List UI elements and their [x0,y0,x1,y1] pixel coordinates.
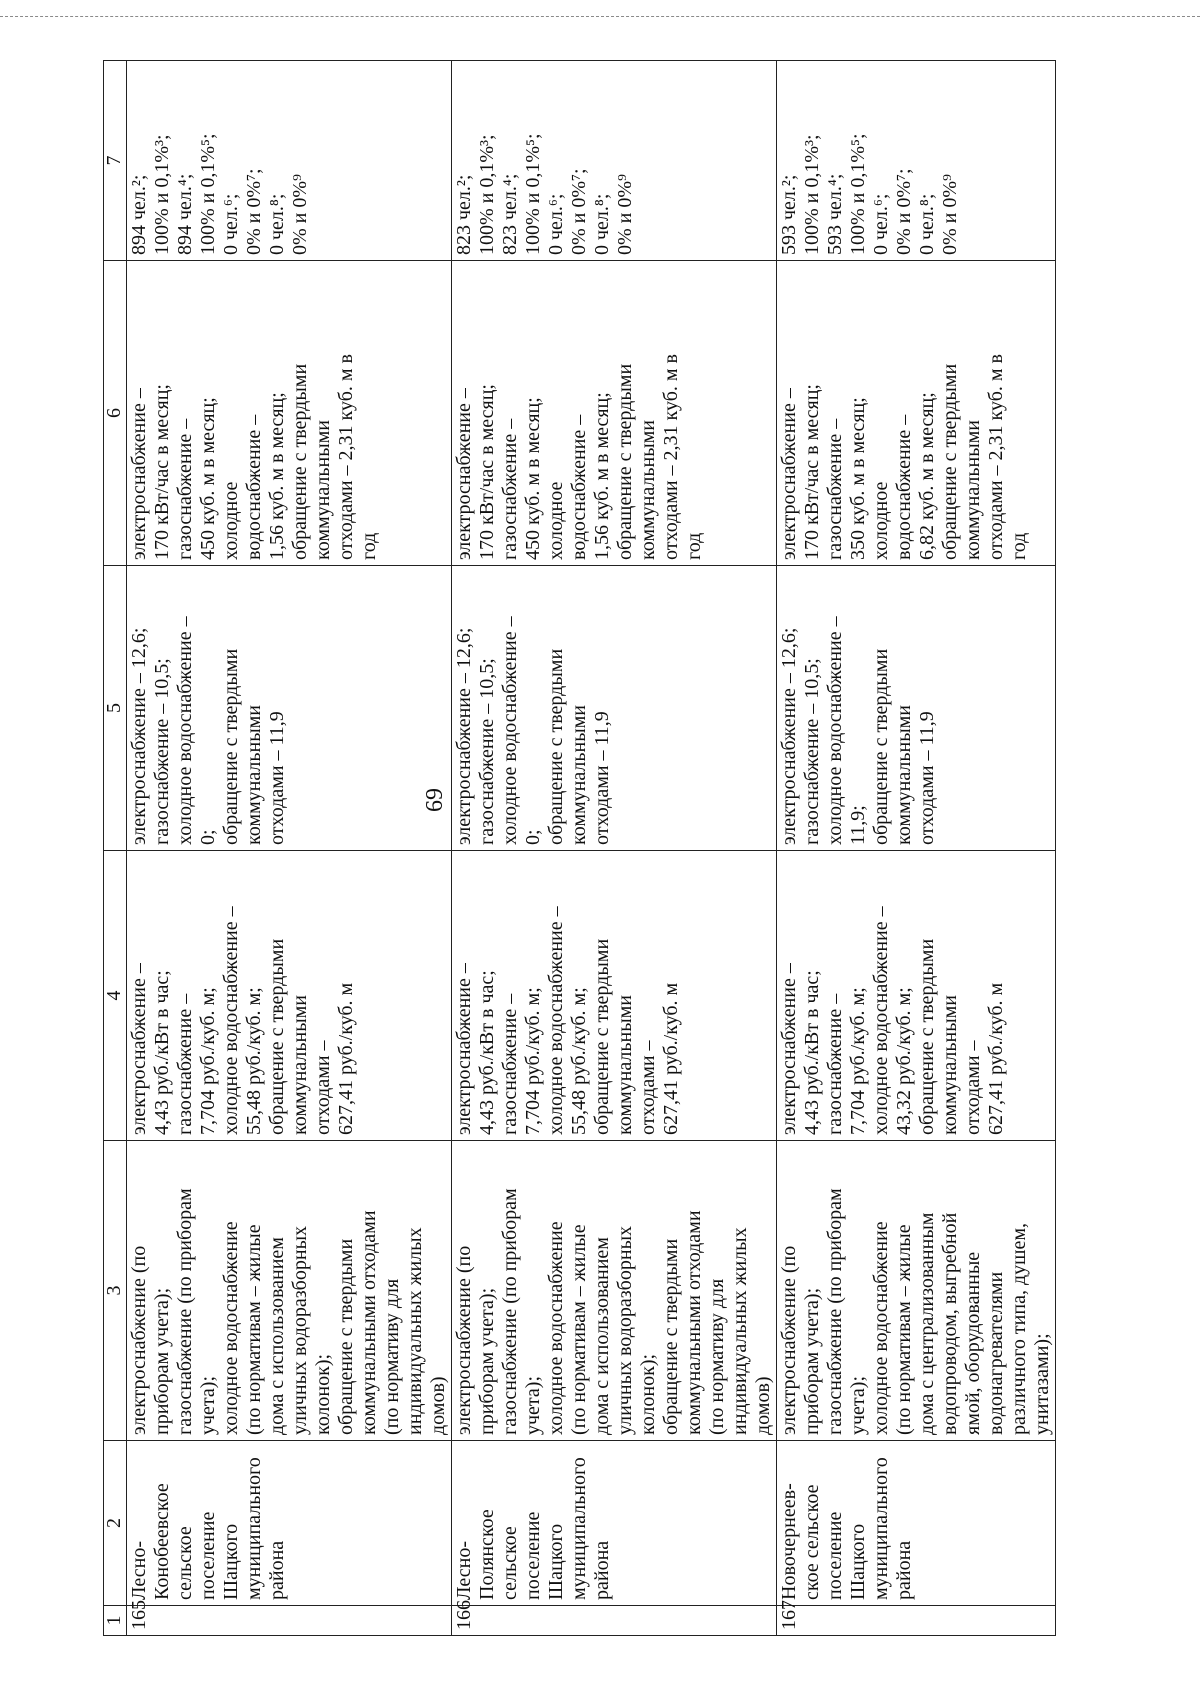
table-row [452,61,777,1636]
cell-line: района [266,1540,288,1600]
cell-line: 0% и 0%⁷; [568,168,590,255]
cell-line: холодное водоснабжение – [174,616,196,845]
cell-line: электроснабжение – [128,963,150,1135]
cell-line: газоснабжение (по приборам [824,1188,846,1435]
tariffs-cell [127,851,452,1141]
cell-line: отходами – 2,31 куб. м в [335,354,357,560]
table-row [127,61,452,1636]
cell-line: (по нормативам – жилые [568,1224,590,1435]
cell-line: 7,704 руб./куб. м; [522,987,544,1135]
cell-line: поселение [522,1511,544,1600]
population-cell [127,61,452,261]
cell-line: 450 куб. м в месяц; [522,397,544,560]
cell-line: 0; [197,829,219,845]
column-header: 3 [104,1141,127,1441]
cell-line: холодное водоснабжение [870,1221,892,1435]
cell-line: год [1008,532,1030,560]
cell-line: холодное водоснабжение – [220,906,242,1135]
cell-line: газоснабжение – [499,993,521,1135]
settlement-cell [127,1441,452,1606]
cell-line: коммунальными [289,995,311,1135]
cell-line: 0 чел.⁸; [266,193,288,255]
cell-line: (по нормативу для [381,1278,403,1435]
cell-line: 0 чел.⁶; [870,193,892,255]
cell-line: 0 чел.⁶; [220,193,242,255]
cell-line: холодное водоснабжение – [870,906,892,1135]
cell-line: отходами – 2,31 куб. м в [660,354,682,560]
cell-line: электроснабжение (по [128,1245,150,1435]
cell-line: газоснабжение – 10,5; [801,658,823,845]
cell-line: газоснабжение – [174,993,196,1135]
cell-line: обращение с твердыми [289,363,311,560]
tariffs-cell [777,851,1056,1141]
cell-line: 0 чел.⁸; [916,193,938,255]
cell-line: обращение с твердыми [939,363,961,560]
cell-line: муниципального [870,1457,892,1600]
cell-line: обращение с твердыми [614,363,636,560]
cell-line: коммунальными [893,705,915,845]
cell-line: газоснабжение (по приборам [174,1188,196,1435]
cell-line: 1,56 куб. м в месяц; [266,392,288,560]
cell-line: отходами – [312,1040,334,1135]
cell-line: холодное водоснабжение – [824,616,846,845]
population-cell [452,61,777,261]
cell-line: водопроводом, выгребной [939,1212,961,1435]
cell-line: год [358,532,380,560]
cell-line: поселение [824,1511,846,1600]
cell-line: Новочернеев- [778,1483,800,1600]
cell-line: водоснабжение – [893,414,915,560]
cell-line: индивидуальных жилых [404,1227,426,1435]
table-row [777,61,1056,1636]
cell-line: Шацкого [847,1523,869,1600]
data-table [103,60,1056,1636]
cell-line: 894 чел.²; [128,174,150,255]
cell-line: 55,48 руб./куб. м; [243,987,265,1135]
cell-line: отходами – [637,1040,659,1135]
cell-line: электроснабжение – [778,963,800,1135]
cell-line: Лесно- [453,1540,475,1600]
cell-line: 0% и 0%⁹ [939,174,961,255]
cell-line: Конобеевское [151,1483,173,1600]
cell-line: сельское [499,1526,521,1600]
cell-line: отходами – 11,9 [266,711,288,845]
cell-line: электроснабжение – 12,6; [453,627,475,845]
cell-line: 4,43 руб./кВт в час; [476,970,498,1135]
cell-line: обращение с твердыми [220,648,242,845]
volumes-cell [777,261,1056,566]
cell-line: обращение с твердыми [916,938,938,1135]
population-cell [777,61,1056,261]
column-header: 1 [104,1606,127,1636]
cell-line: 43,32 руб./куб. м; [893,987,915,1135]
cell-line: 170 кВт/час в месяц; [151,384,173,560]
services-cell [777,1141,1056,1441]
cell-line: (по нормативу для [706,1278,728,1435]
cell-line: водоснабжение – [568,414,590,560]
settlement-cell [452,1441,777,1606]
cell-line: Шацкого [545,1523,567,1600]
cell-line: дома с использованием [591,1237,613,1435]
cell-line: водоснабжение – [243,414,265,560]
cell-line: холодное водоснабжение – [545,906,567,1135]
column-header: 7 [104,61,127,261]
column-header: 5 [104,566,127,851]
cell-line: обращение с твердыми [266,938,288,1135]
rotated-table-frame [103,61,1053,1636]
volumes-cell [452,261,777,566]
column-header: 6 [104,261,127,566]
cell-line: 894 чел.⁴; [174,173,196,255]
indices-cell [777,566,1056,851]
cell-line: холодное [545,481,567,560]
cell-line: 0; [522,829,544,845]
cell-line: 0 чел.⁸; [591,193,613,255]
cell-line: приборам учета); [151,1287,173,1435]
cell-line: учета); [522,1375,544,1435]
cell-line: колонок); [312,1353,334,1435]
row-number-cell: 166 [452,1606,777,1636]
cell-line: газоснабжение – [499,418,521,560]
cell-line: (по нормативам – жилые [893,1224,915,1435]
indices-cell [127,566,452,851]
cell-line: 100% и 0,1%⁵; [522,133,544,255]
cell-line: электроснабжение – [453,388,475,560]
cell-line: домов) [752,1376,774,1435]
cell-line: муниципального [243,1457,265,1600]
cell-line: учета); [197,1375,219,1435]
cell-line: 6,82 куб. м в месяц; [916,392,938,560]
cell-line: 7,704 руб./куб. м; [847,987,869,1135]
cell-line: муниципального [568,1457,590,1600]
cell-line: холодное водоснабжение [220,1221,242,1435]
cell-line: 627,41 руб./куб. м [660,982,682,1135]
cell-line: коммунальными [962,420,984,560]
cell-line: 100% и 0,1%⁵; [197,133,219,255]
cell-line: 593 чел.²; [778,174,800,255]
cell-line: газоснабжение – [824,418,846,560]
cell-line: 0% и 0%⁹ [614,174,636,255]
cell-line: коммунальными [939,995,961,1135]
cell-line: района [591,1540,613,1600]
cell-line: 823 чел.²; [453,174,475,255]
cell-line: отходами – [962,1040,984,1135]
cell-line: холодное водоснабжение [545,1221,567,1435]
cell-line: обращение с твердыми [660,1238,682,1435]
cell-line: 1,56 куб. м в месяц; [591,392,613,560]
cell-line: дома с централизованным [916,1212,938,1435]
header-row [104,61,127,1636]
cell-line: различного типа, душем, [1008,1222,1030,1435]
cell-line: электроснабжение – [453,963,475,1135]
cell-line: приборам учета); [476,1287,498,1435]
cell-line: 0% и 0%⁷; [243,168,265,255]
cell-line: домов) [427,1376,449,1435]
cell-line: отходами – 11,9 [591,711,613,845]
cell-line: обращение с твердыми [591,938,613,1135]
cell-line: 55,48 руб./куб. м; [568,987,590,1135]
cell-line: холодное [870,481,892,560]
cell-line: ямой, оборудованные [962,1251,984,1435]
cell-line: водонагревателями [985,1271,1007,1435]
table-container [103,61,1053,1636]
column-header: 2 [104,1441,127,1606]
cell-line: Шацкого [220,1523,242,1600]
cell-line: газоснабжение (по приборам [499,1188,521,1435]
cell-line: дома с использованием [266,1237,288,1435]
row-number-cell: 165 [127,1606,452,1636]
cell-line: учета); [847,1375,869,1435]
cell-line: уличных водоразборных [614,1225,636,1435]
cell-line: коммунальными [243,705,265,845]
cell-line: сельское [174,1526,196,1600]
cell-line: приборам учета); [801,1287,823,1435]
table-body [127,61,1056,1636]
cell-line: 0% и 0%⁷; [893,168,915,255]
cell-line: электроснабжение – [128,388,150,560]
cell-line: обращение с твердыми [335,1238,357,1435]
cell-line: (по нормативам – жилые [243,1224,265,1435]
cell-line: электроснабжение – 12,6; [778,627,800,845]
cell-line: 170 кВт/час в месяц; [476,384,498,560]
cell-line: уличных водоразборных [289,1225,311,1435]
cell-line: 100% и 0,1%³; [801,134,823,255]
cell-line: электроснабжение – [778,388,800,560]
indices-cell [452,566,777,851]
cell-line: газоснабжение – 10,5; [151,658,173,845]
cell-line: поселение [197,1511,219,1600]
cell-line: 450 куб. м в месяц; [197,397,219,560]
cell-line: Полянское [476,1509,498,1600]
cell-line: 7,704 руб./куб. м; [197,987,219,1135]
cell-line: коммунальными [637,420,659,560]
cell-line: 0 чел.⁶; [545,193,567,255]
row-number-cell: 167 [777,1606,1056,1636]
cell-line: 11,9; [847,805,869,845]
cell-line: электроснабжение (по [453,1245,475,1435]
cell-line: района [893,1540,915,1600]
services-cell [127,1141,452,1441]
cell-line: год [683,532,705,560]
cell-line: 4,43 руб./кВт в час; [151,970,173,1135]
cell-line: индивидуальных жилых [729,1227,751,1435]
cell-line: унитазами); [1031,1333,1053,1435]
cell-line: газоснабжение – [174,418,196,560]
cell-line: 350 куб. м в месяц; [847,397,869,560]
cell-line: 4,43 руб./кВт в час; [801,970,823,1135]
cell-line: 100% и 0,1%⁵; [847,133,869,255]
cell-line: 100% и 0,1%³; [151,134,173,255]
services-cell [452,1141,777,1441]
cell-line: газоснабжение – 10,5; [476,658,498,845]
cell-line: коммунальными отходами [358,1210,380,1435]
cell-line: коммунальными [312,420,334,560]
cell-line: холодное [220,481,242,560]
cell-line: обращение с твердыми [545,648,567,845]
cell-line: электроснабжение (по [778,1245,800,1435]
scan-edge-line [0,16,1200,17]
tariffs-cell [452,851,777,1141]
cell-line: ское сельское [801,1484,823,1600]
cell-line: 593 чел.⁴; [824,173,846,255]
settlement-cell [777,1441,1056,1606]
cell-line: коммунальными [568,705,590,845]
cell-line: холодное водоснабжение – [499,616,521,845]
cell-line: 627,41 руб./куб. м [985,982,1007,1135]
cell-line: отходами – 2,31 куб. м в [985,354,1007,560]
cell-line: электроснабжение – 12,6; [128,627,150,845]
cell-line: отходами – 11,9 [916,711,938,845]
cell-line: газоснабжение – [824,993,846,1135]
cell-line: 100% и 0,1%³; [476,134,498,255]
cell-line: колонок); [637,1353,659,1435]
page-number: 69 [422,788,448,812]
cell-line: 627,41 руб./куб. м [335,982,357,1135]
column-header: 4 [104,851,127,1141]
cell-line: обращение с твердыми [870,648,892,845]
cell-line: Лесно- [128,1540,150,1600]
cell-line: коммунальными [614,995,636,1135]
volumes-cell [127,261,452,566]
cell-line: коммунальными отходами [683,1210,705,1435]
cell-line: 823 чел.⁴; [499,173,521,255]
cell-line: 170 кВт/час в месяц; [801,384,823,560]
cell-line: 0% и 0%⁹ [289,174,311,255]
